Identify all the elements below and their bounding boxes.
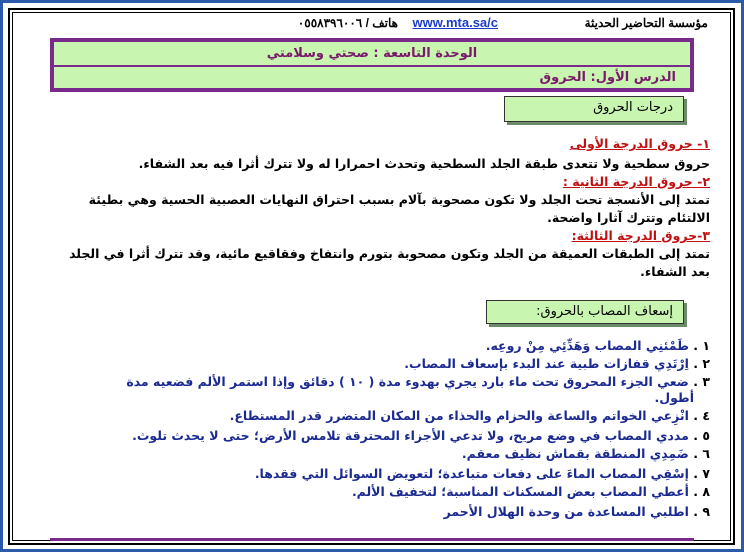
aid-section-title: إسعاف المصاب بالحروق: [486, 300, 684, 324]
org-name: مؤسسة التحاضير الحديثة [584, 16, 708, 30]
aid-step: ٥ . مددي المصاب في وضع مريح، ولا تدعي الأجزاء المحترقة تلامس الأرض؛ حتى لا يحدث تلوث. [132, 428, 710, 443]
degree-1-body: حروق سطحية ولا تتعدى طبقة الجلد السطحية وتحدث احمرارا له ولا تترك أثرا فيه بعد الشفاء. [138, 156, 710, 171]
degree-3-heading: ٣-حروق الدرجة الثالثة: [571, 228, 710, 243]
unit-title: الوحدة التاسعة : صحتي وسلامتي [54, 42, 690, 67]
aid-step: ٩ . اطلبي المساعدة من وحدة الهلال الأحمر [443, 504, 710, 519]
lesson-header [50, 38, 694, 92]
degree-3-body-line1: تمتد إلى الطبقات العميقة من الجلد وتكون مصحوبة بتورم وانتفاخ وفقاقيع مائية، وقد تترك أثرا في الجلد [69, 246, 710, 261]
website-link[interactable]: www.mta.sa/c [412, 15, 498, 30]
phone-label: هاتف / ٠٥٥٨٣٩٦٠٠٦ [297, 16, 398, 30]
aid-step: ٦ . ضَمِدِي المنطقة بقماش نظيف معقم. [461, 446, 710, 461]
aid-step: ٢ . اِرْتَدِي قفازات طبية عند البدء بإسعاف المصاب. [404, 356, 710, 371]
lesson-title: الدرس الأول: الحروق [539, 70, 676, 85]
aid-step: ٧ . إسْقِي المصاب الماءَ على دفعات متباعدة؛ لتعويض السوائل التي فقدها. [254, 466, 710, 481]
aid-step: ٣ . ضعي الجزء المحروق تحت ماء بارد يجري بهدوء مدة ( ١٠ ) دقائق وإذا استمر الألم فضعيه مدة [126, 374, 710, 389]
aid-step-continuation: أطول. [654, 390, 694, 405]
aid-step: ٨ . أعطي المصاب بعض المسكنات المناسبة؛ لتخفيف الألم. [351, 484, 710, 499]
aid-step: ١ . طَمْئنِي المصاب وَهَدِّئِي مِنْ روعِه. [485, 338, 710, 353]
degree-2-heading: ٢- حروق الدرجة الثانية : [562, 174, 710, 189]
top-bar [16, 12, 728, 34]
aid-step: ٤ . انْزِعي الخواتم والساعة والحزام والحذاء من المكان المتضرر قدر المستطاع. [229, 408, 710, 423]
degree-3-body-line2: بعد الشفاء. [640, 264, 710, 279]
degree-2-body-line1: تمتد إلى الأنسجة تحت الجلد ولا تكون مصحوبة بآلام بسبب احتراق النهايات العصبية الحسية وهي بطيئة [88, 192, 710, 207]
degree-2-body-line2: الالتئام وتترك آثارا واضحة. [547, 210, 710, 225]
degrees-section-title: درجات الحروق [504, 96, 684, 122]
degree-1-heading: ١- حروق الدرجة الأولى [569, 136, 710, 151]
bottom-divider [50, 538, 694, 541]
